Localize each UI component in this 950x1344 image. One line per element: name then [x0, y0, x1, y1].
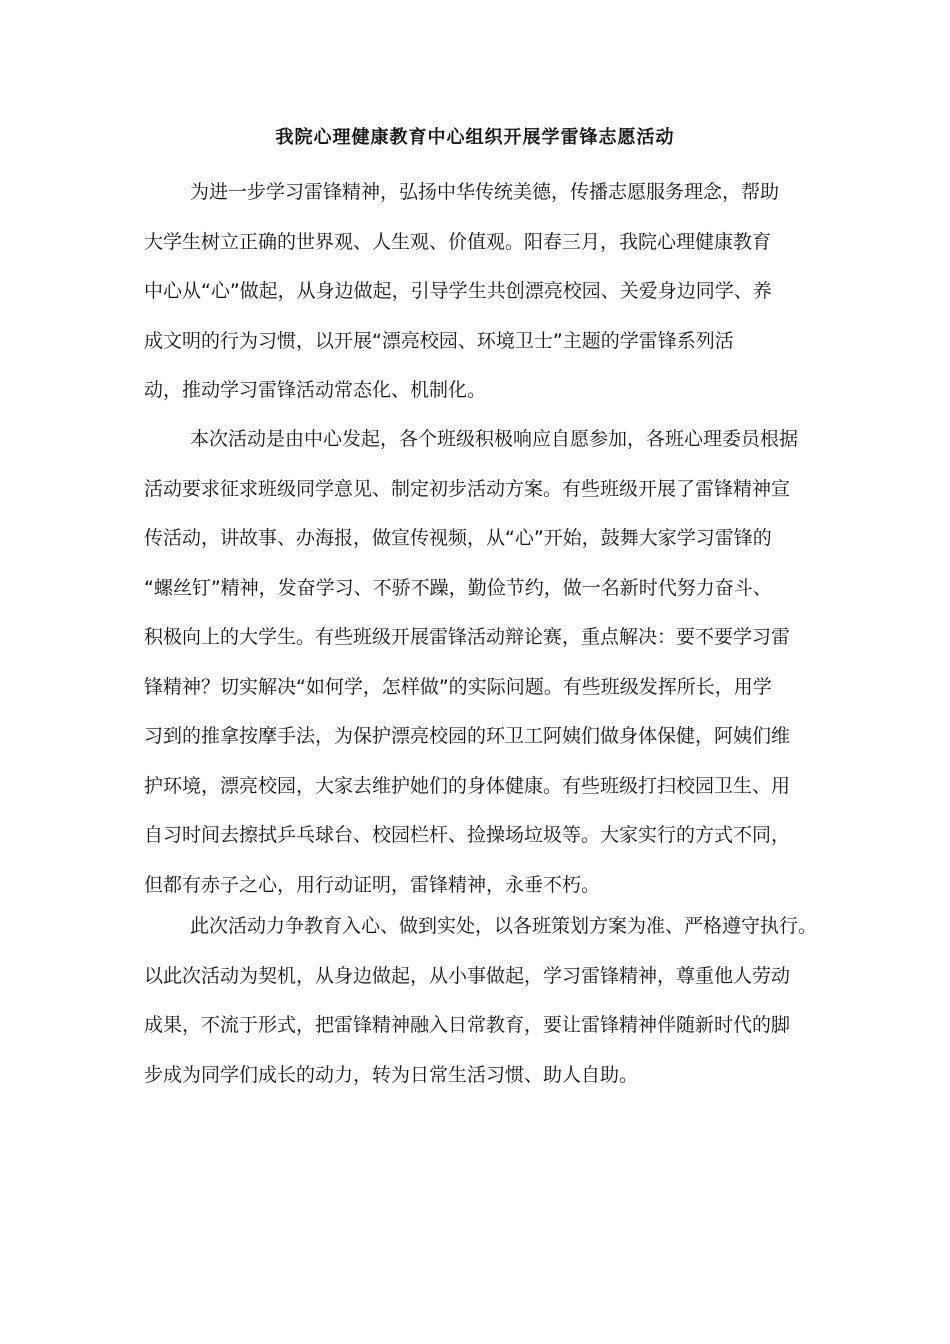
paragraph-line: 自习时间去擦拭乒乓球台、校园栏杆、捡操场垃圾等。大家实行的方式不同，: [144, 824, 791, 846]
paragraph-line: 护环境，漂亮校园，大家去维护她们的身体健康。有些班级打扫校园卫生、用: [144, 774, 791, 797]
paragraph-line: 本次活动是由中心发起，各个班级积极响应自愿参加，各班心理委员根据: [190, 428, 799, 450]
paragraph-line: “螺丝钉”精神，发奋学习、不骄不躁，勤俭节约，做一名新时代努力奋斗、: [144, 576, 772, 599]
paragraph-2: [144, 425, 814, 920]
paragraph-line: 锋精神？切实解决“如何学，怎样做”的实际问题。有些班级发挥所长，用学: [144, 675, 772, 698]
paragraph-line: 以此次活动为契机，从身边做起，从小事做起，学习雷锋精神，尊重他人劳动: [144, 964, 791, 987]
paragraph-line: 成果，不流于形式，把雷锋精神融入日常教育，要让雷锋精神伴随新时代的脚: [144, 1014, 791, 1036]
paragraph-1: [144, 178, 814, 426]
paragraph-line: 积极向上的大学生。有些班级开展雷锋活动辩论赛，重点解决：要不要学习雷: [144, 626, 791, 648]
paragraph-line: 动，推动学习雷锋活动常态化、机制化。: [144, 379, 487, 401]
paragraph-line: 成文明的行为习惯，以开展“漂亮校园、环境卫士”主题的学雷锋系列活: [144, 329, 734, 352]
paragraph-line: 为进一步学习雷锋精神，弘扬中华传统美德，传播志愿服务理念，帮助: [190, 181, 780, 203]
paragraph-line: 习到的推拿按摩手法，为保护漂亮校园的环卫工阿姨们做身体保健，阿姨们维: [144, 725, 791, 747]
paragraph-line: 步成为同学们成长的动力，转为日常生活习惯、助人自助。: [144, 1063, 639, 1086]
document-title: 我院心理健康教育中心组织开展学雷锋志愿活动: [275, 127, 675, 148]
paragraph-line: 大学生树立正确的世界观、人生观、价值观。阳春三月，我院心理健康教育: [144, 230, 772, 253]
paragraph-3: [144, 912, 818, 1110]
paragraph-line: 传活动，讲故事、办海报，做宣传视频，从“心”开始，鼓舞大家学习雷锋的: [144, 527, 772, 549]
paragraph-line: 中心从“心”做起，从身边做起，引导学生共创漂亮校园、关爱身边同学、养: [144, 280, 772, 302]
paragraph-line: 活动要求征求班级同学意见、制定初步活动方案。有些班级开展了雷锋精神宣: [144, 477, 791, 500]
paragraph-line: 此次活动力争教育入心、做到实处，以各班策划方案为准、严格遵守执行。: [190, 915, 818, 937]
paragraph-line: 但都有赤子之心，用行动证明，雷锋精神，永垂不朽。: [144, 873, 601, 896]
